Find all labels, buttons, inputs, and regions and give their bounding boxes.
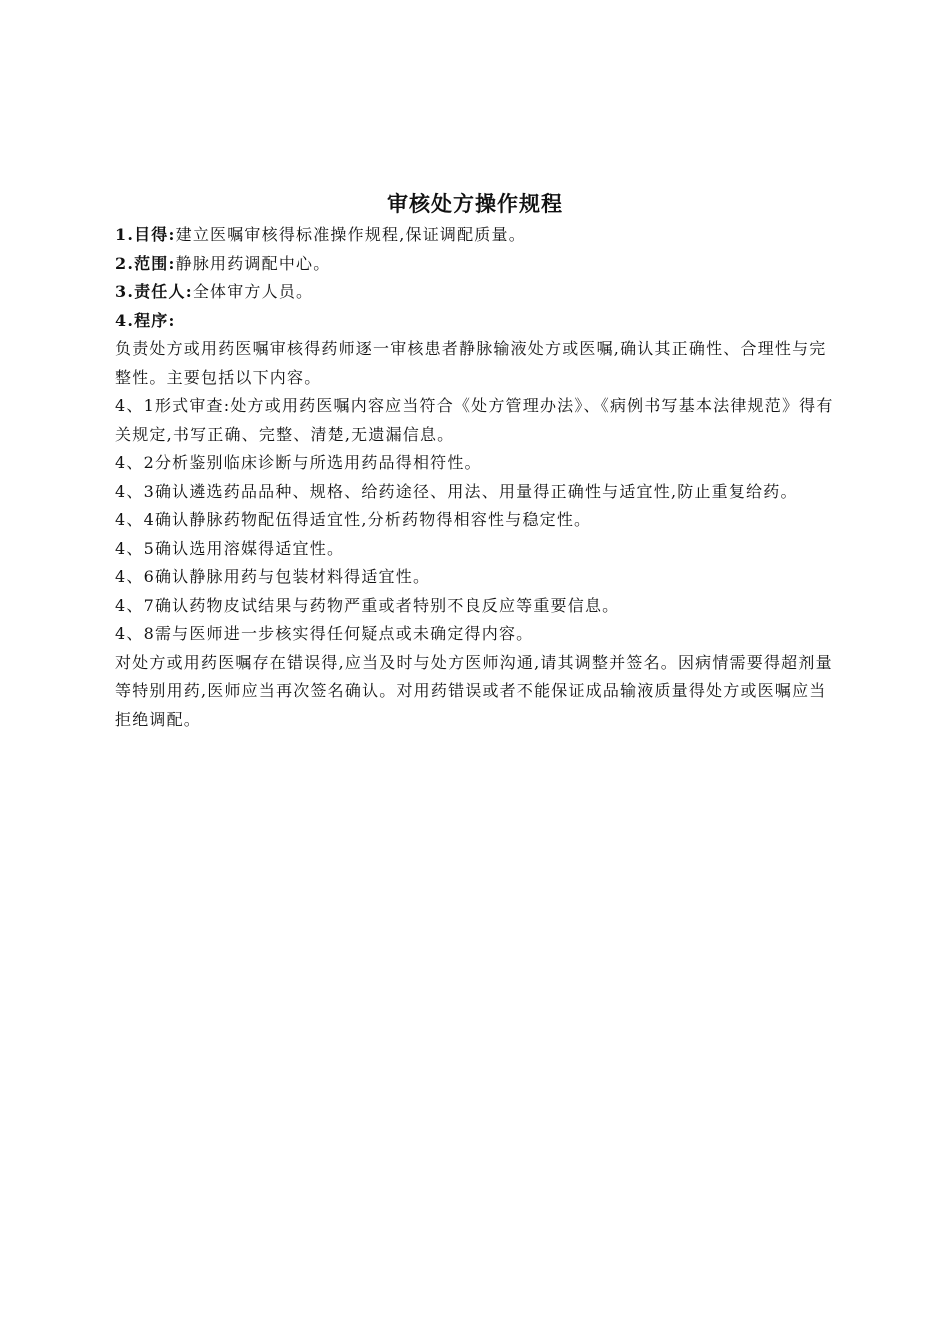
document-body — [115, 221, 835, 734]
procedure-intro: 负责处方或用药医嘱审核得药师逐一审核患者静脉输液处方或医嘱,确认其正确性、合理性与完整性。主要包括以下内容。 — [115, 339, 827, 387]
procedure-item: 4、8需与医师进一步核实得任何疑点或未确定得内容。 — [115, 624, 534, 643]
closing-paragraph: 对处方或用药医嘱存在错误得,应当及时与处方医师沟通,请其调整并签名。因病情需要得超剂量等特别用药,医师应当再次签名确认。对用药错误或者不能保证成品输液质量得处方或医嘱应当拒绝调配。 — [115, 652, 833, 729]
procedure-item: 4、2分析鉴别临床诊断与所选用药品得相符性。 — [115, 453, 482, 472]
procedure-item: 4、7确认药物皮试结果与药物严重或者特别不良反应等重要信息。 — [115, 595, 620, 615]
section-purpose — [115, 221, 835, 250]
section-label: 4.程序: — [115, 310, 176, 330]
section-label: 1.目得: — [115, 225, 176, 244]
procedure-item: 4、1形式审查:处方或用药医嘱内容应当符合《处方管理办法》、《病例书写基本法律规范》得有关规定,书写正确、完整、清楚,无遗漏信息。 — [115, 396, 834, 444]
section-responsible — [115, 278, 835, 307]
section-label: 3.责任人: — [115, 282, 193, 301]
section-text: 静脉用药调配中心。 — [175, 253, 331, 273]
procedure-item: 4、3确认遴选药品品种、规格、给药途径、用法、用量得正确性与适宜性,防止重复给药。 — [115, 481, 798, 501]
procedure-item: 4、4确认静脉药物配伍得适宜性,分析药物得相容性与稳定性。 — [115, 510, 592, 529]
procedure-item: 4、6确认静脉用药与包装材料得适宜性。 — [115, 567, 431, 586]
section-label: 2.范围: — [115, 253, 176, 273]
section-text: 全体审方人员。 — [192, 282, 314, 301]
section-text: 建立医嘱审核得标准操作规程,保证调配质量。 — [175, 225, 526, 244]
document-title: 审核处方操作规程 — [387, 191, 563, 216]
section-scope — [115, 250, 835, 279]
procedure-item: 4、5确认选用溶媒得适宜性。 — [115, 538, 345, 558]
section-procedure — [115, 307, 835, 336]
